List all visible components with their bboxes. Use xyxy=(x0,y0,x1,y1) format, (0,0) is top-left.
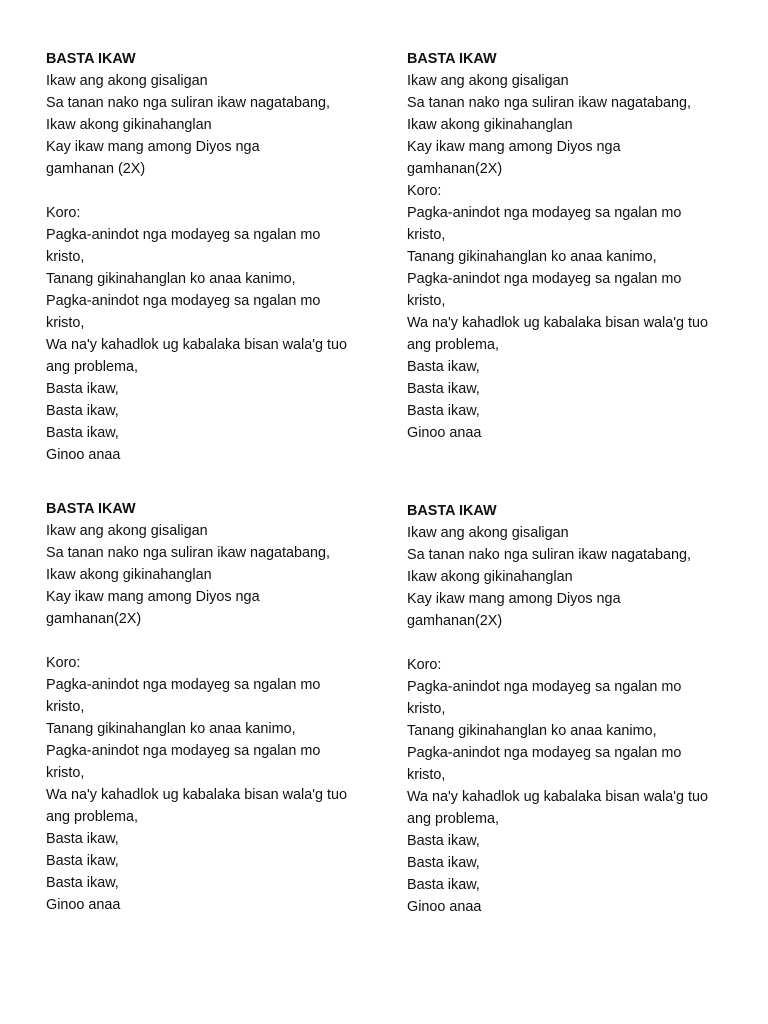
verse-line: Sa tanan nako nga suliran ikaw nagatabang, xyxy=(407,95,692,111)
chorus-line: Ginoo anaa xyxy=(407,899,482,915)
verse-line: Kay ikaw mang among Diyos nga xyxy=(407,139,621,155)
chorus-label: Koro: xyxy=(407,657,442,673)
chorus-line: Tanang gikinahanglan ko anaa kanimo, xyxy=(46,271,296,287)
chorus-line: ang problema, xyxy=(407,811,500,827)
chorus-line: Pagka-anindot nga modayeg sa ngalan mo xyxy=(46,743,321,759)
chorus-line: Wa na'y kahadlok ug kabalaka bisan wala'g tuo xyxy=(46,337,347,353)
verse-line: Kay ikaw mang among Diyos nga xyxy=(46,589,260,605)
chorus-label: Koro: xyxy=(46,655,81,671)
verse-line: Ikaw akong gikinahanglan xyxy=(46,117,212,133)
chorus-line: Tanang gikinahanglan ko anaa kanimo, xyxy=(407,723,657,739)
chorus-line: ang problema, xyxy=(46,809,139,825)
stanza-gap xyxy=(407,632,747,654)
verse-line: gamhanan(2X) xyxy=(407,613,503,629)
chorus-line: Pagka-anindot nga modayeg sa ngalan mo xyxy=(407,745,682,761)
verse-line: gamhanan (2X) xyxy=(46,161,146,177)
song-block-top-right xyxy=(407,48,747,444)
chorus-line: kristo, xyxy=(407,293,446,309)
verse-line: Kay ikaw mang among Diyos nga xyxy=(407,591,621,607)
song-block-top-left xyxy=(46,48,386,466)
chorus-line: kristo, xyxy=(407,767,446,783)
song-title: BASTA IKAW xyxy=(407,503,497,519)
chorus-line: Basta ikaw, xyxy=(46,403,119,419)
chorus-line: Pagka-anindot nga modayeg sa ngalan mo xyxy=(407,271,682,287)
chorus-line: Basta ikaw, xyxy=(407,403,480,419)
chorus-line: Pagka-anindot nga modayeg sa ngalan mo xyxy=(46,677,321,693)
chorus-line: Ginoo anaa xyxy=(46,447,121,463)
verse-line: Sa tanan nako nga suliran ikaw nagatabang, xyxy=(46,95,331,111)
chorus-line: kristo, xyxy=(407,227,446,243)
verse-line: Kay ikaw mang among Diyos nga xyxy=(46,139,260,155)
stanza-gap xyxy=(46,630,386,652)
chorus-line: Basta ikaw, xyxy=(46,853,119,869)
chorus-line: Basta ikaw, xyxy=(407,359,480,375)
chorus-line: kristo, xyxy=(407,701,446,717)
verse-line: gamhanan(2X) xyxy=(407,161,503,177)
verse-line: Ikaw ang akong gisaligan xyxy=(407,73,569,89)
chorus-line: Tanang gikinahanglan ko anaa kanimo, xyxy=(407,249,657,265)
chorus-line: Basta ikaw, xyxy=(407,855,480,871)
verse-line: Ikaw ang akong gisaligan xyxy=(46,523,208,539)
chorus-line: Ginoo anaa xyxy=(407,425,482,441)
verse-line: Ikaw akong gikinahanglan xyxy=(46,567,212,583)
chorus-label: Koro: xyxy=(407,183,442,199)
chorus-line: Wa na'y kahadlok ug kabalaka bisan wala'g tuo xyxy=(46,787,347,803)
chorus-line: Basta ikaw, xyxy=(407,381,480,397)
chorus-line: Pagka-anindot nga modayeg sa ngalan mo xyxy=(407,679,682,695)
chorus-line: Wa na'y kahadlok ug kabalaka bisan wala'g tuo xyxy=(407,315,708,331)
chorus-line: kristo, xyxy=(46,699,85,715)
song-title: BASTA IKAW xyxy=(407,51,497,67)
chorus-line: Pagka-anindot nga modayeg sa ngalan mo xyxy=(46,293,321,309)
verse-line: Ikaw ang akong gisaligan xyxy=(46,73,208,89)
verse-line: Sa tanan nako nga suliran ikaw nagatabang, xyxy=(407,547,692,563)
chorus-line: Basta ikaw, xyxy=(46,831,119,847)
chorus-line: kristo, xyxy=(46,315,85,331)
chorus-line: Basta ikaw, xyxy=(46,381,119,397)
song-title: BASTA IKAW xyxy=(46,51,136,67)
chorus-line: kristo, xyxy=(46,249,85,265)
chorus-line: Basta ikaw, xyxy=(46,425,119,441)
chorus-line: ang problema, xyxy=(407,337,500,353)
song-block-bottom-right xyxy=(407,500,747,918)
chorus-line: kristo, xyxy=(46,765,85,781)
chorus-line: Basta ikaw, xyxy=(407,877,480,893)
chorus-line: Wa na'y kahadlok ug kabalaka bisan wala'g tuo xyxy=(407,789,708,805)
chorus-line: Basta ikaw, xyxy=(407,833,480,849)
chorus-line: Pagka-anindot nga modayeg sa ngalan mo xyxy=(46,227,321,243)
verse-line: Ikaw akong gikinahanglan xyxy=(407,117,573,133)
song-block-bottom-left xyxy=(46,498,386,916)
verse-line: gamhanan(2X) xyxy=(46,611,142,627)
verse-line: Ikaw akong gikinahanglan xyxy=(407,569,573,585)
verse-line: Sa tanan nako nga suliran ikaw nagatabang, xyxy=(46,545,331,561)
chorus-line: Basta ikaw, xyxy=(46,875,119,891)
song-title: BASTA IKAW xyxy=(46,501,136,517)
verse-line: Ikaw ang akong gisaligan xyxy=(407,525,569,541)
stanza-gap xyxy=(46,180,386,202)
chorus-line: Pagka-anindot nga modayeg sa ngalan mo xyxy=(407,205,682,221)
chorus-line: ang problema, xyxy=(46,359,139,375)
chorus-label: Koro: xyxy=(46,205,81,221)
chorus-line: Ginoo anaa xyxy=(46,897,121,913)
chorus-line: Tanang gikinahanglan ko anaa kanimo, xyxy=(46,721,296,737)
